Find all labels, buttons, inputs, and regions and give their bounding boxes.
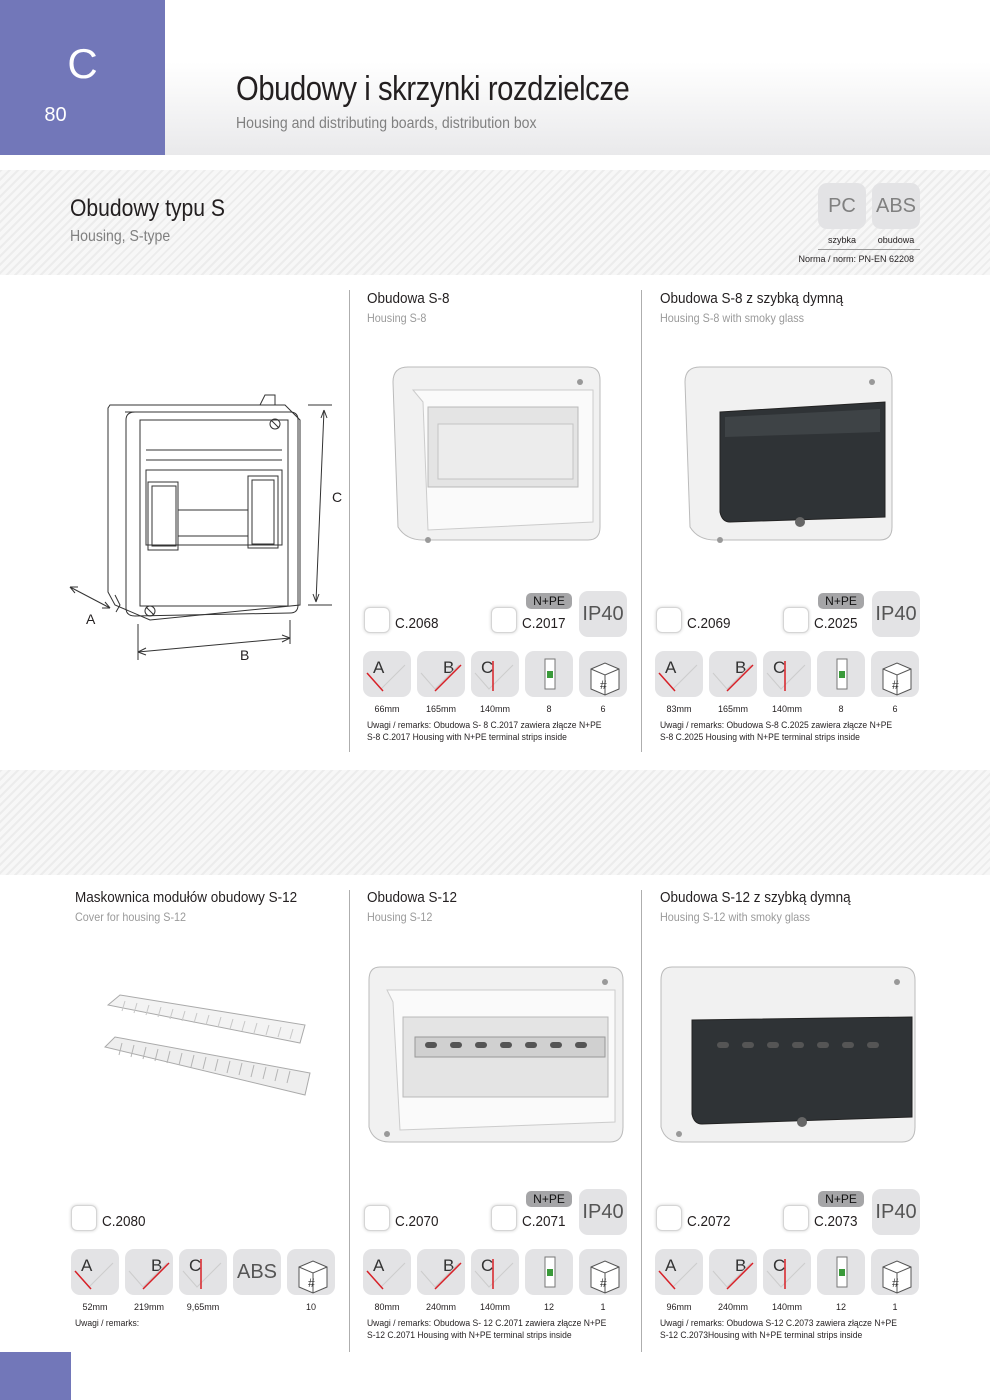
column-divider [641, 290, 642, 752]
product-subtitle: Housing S-8 with smoky glass [660, 311, 805, 325]
product-code: C.2017 [522, 615, 566, 632]
dimension-b-icon [125, 1249, 173, 1295]
dimension-c-value: 140mm [479, 704, 510, 714]
dimension-diagram [60, 380, 350, 670]
dimension-b-icon [417, 651, 465, 697]
svg-text:C: C [773, 658, 786, 677]
product-code: C.2025 [814, 615, 858, 632]
svg-text:#: # [600, 1276, 607, 1290]
svg-text:C: C [481, 1256, 494, 1275]
product-title: Obudowa S-8 [367, 290, 450, 307]
section-band-2 [0, 770, 990, 875]
dimension-c-icon [179, 1249, 227, 1295]
product-subtitle: Cover for housing S-12 [75, 910, 187, 924]
section-letter: C [67, 40, 98, 87]
dimension-a-icon [71, 1249, 119, 1295]
material-badge-pc: PC [818, 183, 866, 229]
dimension-a-value: 96mm [666, 1302, 692, 1312]
dimension-b-icon [709, 1249, 757, 1295]
remarks-line-2: S-8 C.2025 Housing with N+PE terminal strips inside [660, 732, 860, 743]
svg-text:#: # [600, 678, 607, 692]
remarks-line-2: S-12 C.2073Housing with N+PE terminal strips inside [660, 1330, 863, 1341]
remarks-line-1: Uwagi / remarks: Obudowa S-12 C.2073 zawiera złącze N+PE [660, 1318, 897, 1329]
product-code: C.2080 [102, 1213, 146, 1230]
dimension-b-value: 240mm [425, 1302, 456, 1312]
package-quantity-icon [871, 651, 919, 697]
dimension-c-value: 140mm [771, 1302, 802, 1312]
dimension-b-value: 165mm [425, 704, 456, 714]
remarks-line-1: Uwagi / remarks: [75, 1318, 140, 1329]
dimension-a-value: 52mm [82, 1302, 108, 1312]
select-checkbox[interactable] [364, 1205, 390, 1231]
product-image-s8 [388, 362, 616, 562]
module-count-value: 12 [543, 1302, 554, 1312]
dimension-c-value: 140mm [771, 704, 802, 714]
dimension-c-value: 140mm [479, 1302, 510, 1312]
remarks-line-2: S-12 C.2071 Housing with N+PE terminal strips inside [367, 1330, 572, 1341]
section-title: Obudowy typu S [70, 195, 225, 222]
material-badge: ABS [233, 1249, 281, 1295]
norm-divider [818, 249, 920, 250]
package-quantity-value: 1 [892, 1302, 898, 1312]
remarks-line-1: Uwagi / remarks: Obudowa S- 12 C.2071 zawiera złącze N+PE [367, 1318, 607, 1329]
product-subtitle: Housing S-12 with smoky glass [660, 910, 811, 924]
page-title: Obudowy i skrzynki rozdzielcze [236, 70, 630, 108]
dimension-a-value: 80mm [374, 1302, 400, 1312]
product-image-cover [100, 985, 320, 1110]
dimension-b-icon [709, 651, 757, 697]
select-checkbox[interactable] [656, 607, 682, 633]
package-quantity-icon [871, 1249, 919, 1295]
dimension-a-icon [655, 1249, 703, 1295]
svg-text:A: A [373, 658, 385, 677]
product-subtitle: Housing S-8 [367, 311, 427, 325]
svg-text:#: # [892, 678, 899, 692]
remarks-line-2: S-8 C.2017 Housing with N+PE terminal strips inside [367, 732, 567, 743]
product-title: Maskownica modułów obudowy S-12 [75, 889, 298, 906]
module-count-value: 8 [838, 704, 844, 714]
dimension-c-icon [763, 1249, 811, 1295]
product-code: C.2068 [395, 615, 439, 632]
module-count-value: 8 [546, 704, 552, 714]
product-title: Obudowa S-12 z szybką dymną [660, 889, 851, 906]
svg-text:#: # [308, 1276, 315, 1290]
select-checkbox[interactable] [491, 607, 517, 633]
svg-text:A: A [665, 658, 677, 677]
dimension-c-icon [763, 651, 811, 697]
page-subtitle: Housing and distributing boards, distribution box [236, 115, 537, 132]
svg-text:C: C [773, 1256, 786, 1275]
svg-text:B: B [443, 1256, 455, 1275]
select-checkbox[interactable] [656, 1205, 682, 1231]
svg-text:A: A [81, 1256, 93, 1275]
module-count-icon [817, 1249, 865, 1295]
product-title: Obudowa S-12 [367, 889, 458, 906]
module-count-value: 12 [835, 1302, 846, 1312]
dimension-a-icon [363, 1249, 411, 1295]
material-badge-abs: ABS [872, 183, 920, 229]
module-count-icon [525, 651, 573, 697]
product-code: C.2071 [522, 1213, 566, 1230]
package-quantity-value: 1 [600, 1302, 606, 1312]
package-quantity-value: 6 [892, 704, 898, 714]
product-code: C.2069 [687, 615, 731, 632]
column-divider [641, 890, 642, 1352]
diagram-label-a: A [86, 611, 96, 627]
product-image-s8-smoky [680, 362, 908, 562]
npe-badge: N+PE [818, 1191, 864, 1207]
material-label-pc: szybka [827, 235, 856, 245]
page-number: 80 [44, 104, 67, 126]
npe-badge: N+PE [526, 593, 572, 609]
norm-text: Norma / norm: PN-EN 62208 [798, 254, 914, 264]
svg-text:A: A [665, 1256, 677, 1275]
dimension-a-icon [655, 651, 703, 697]
svg-text:B: B [735, 1256, 747, 1275]
product-image-s12-smoky [657, 962, 919, 1162]
dimension-c-icon [471, 1249, 519, 1295]
select-checkbox[interactable] [71, 1205, 97, 1231]
svg-text:B: B [151, 1256, 163, 1275]
select-checkbox[interactable] [783, 1205, 809, 1231]
select-checkbox[interactable] [491, 1205, 517, 1231]
module-count-icon [817, 651, 865, 697]
ip-rating-badge: IP40 [579, 591, 627, 637]
product-image-s12 [365, 962, 627, 1162]
module-count-icon [525, 1249, 573, 1295]
package-quantity-icon [579, 1249, 627, 1295]
dimension-c-icon [471, 651, 519, 697]
dimension-b-icon [417, 1249, 465, 1295]
npe-badge: N+PE [818, 593, 864, 609]
dimension-c-value: 9,65mm [186, 1302, 220, 1312]
diagram-label-b: B [240, 647, 250, 663]
ip-rating-badge: IP40 [872, 1189, 920, 1235]
section-subtitle: Housing, S-type [70, 228, 171, 245]
footer-tab [0, 1352, 71, 1400]
npe-badge: N+PE [526, 1191, 572, 1207]
section-tab [0, 0, 165, 155]
product-title: Obudowa S-8 z szybką dymną [660, 290, 844, 307]
package-quantity-icon [287, 1249, 335, 1295]
ip-rating-badge: IP40 [579, 1189, 627, 1235]
svg-text:B: B [735, 658, 747, 677]
product-subtitle: Housing S-12 [367, 910, 433, 924]
dimension-b-value: 219mm [133, 1302, 164, 1312]
package-quantity-value: 10 [305, 1302, 316, 1312]
dimension-b-value: 165mm [717, 704, 748, 714]
dimension-a-icon [363, 651, 411, 697]
select-checkbox[interactable] [783, 607, 809, 633]
column-divider [349, 890, 350, 1352]
svg-text:B: B [443, 658, 455, 677]
diagram-label-c: C [332, 489, 343, 505]
dimension-b-value: 240mm [717, 1302, 748, 1312]
package-quantity-icon [579, 651, 627, 697]
svg-text:A: A [373, 1256, 385, 1275]
product-code: C.2073 [814, 1213, 858, 1230]
package-quantity-value: 6 [600, 704, 606, 714]
dimension-a-value: 83mm [666, 704, 692, 714]
svg-text:C: C [481, 658, 494, 677]
svg-text:#: # [892, 1276, 899, 1290]
select-checkbox[interactable] [364, 607, 390, 633]
dimension-a-value: 66mm [374, 704, 400, 714]
product-code: C.2070 [395, 1213, 439, 1230]
svg-text:C: C [189, 1256, 202, 1275]
product-code: C.2072 [687, 1213, 731, 1230]
material-label-abs: obudowa [877, 235, 915, 245]
remarks-line-1: Uwagi / remarks: Obudowa S- 8 C.2017 zawiera złącze N+PE [367, 720, 602, 731]
ip-rating-badge: IP40 [872, 591, 920, 637]
remarks-line-1: Uwagi / remarks: Obudowa S-8 C.2025 zawiera złącze N+PE [660, 720, 893, 731]
